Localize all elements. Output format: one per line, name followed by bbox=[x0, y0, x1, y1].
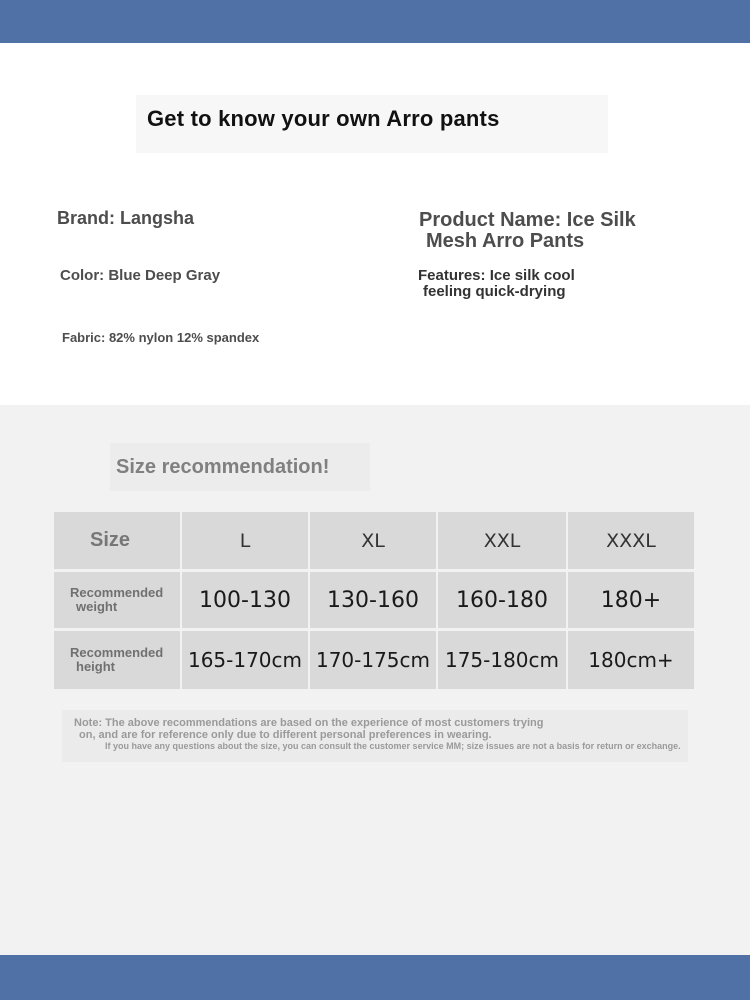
features-label bbox=[418, 268, 668, 300]
note-line-2: on, and are for reference only due to different personal preferences in wearing. bbox=[79, 729, 492, 741]
height-cell-xxl: 175-180cm bbox=[438, 631, 568, 689]
size-header-label: Size bbox=[54, 512, 182, 572]
top-banner bbox=[0, 0, 750, 43]
size-cell-xxxl: XXXL bbox=[568, 512, 694, 572]
page-title: Get to know your own Arro pants bbox=[147, 106, 500, 131]
size-table bbox=[54, 512, 694, 689]
weight-cell-l: 100-130 bbox=[182, 572, 310, 631]
note-service-text: If you have any questions about the size, you can consult the customer service MM; size issues are not a basis for return or exchange. bbox=[105, 741, 681, 751]
product-name-line-2: Mesh Arro Pants bbox=[426, 230, 585, 252]
features-line-1: Features: Ice silk cool bbox=[418, 267, 575, 284]
size-cell-xl: XL bbox=[310, 512, 438, 572]
size-section-title: Size recommendation! bbox=[116, 456, 330, 478]
product-name-label bbox=[419, 210, 709, 252]
note-text bbox=[74, 717, 634, 741]
height-cell-xl: 170-175cm bbox=[310, 631, 438, 689]
product-name-line-1: Product Name: Ice Silk bbox=[419, 209, 636, 231]
weight-cell-xxxl: 180+ bbox=[568, 572, 694, 631]
weight-row bbox=[54, 572, 694, 631]
height-cell-xxxl: 180cm+ bbox=[568, 631, 694, 689]
height-label-line-1: Recommended bbox=[70, 645, 164, 660]
height-row-label bbox=[54, 631, 182, 689]
size-cell-l: L bbox=[182, 512, 310, 572]
size-row bbox=[54, 512, 694, 572]
weight-cell-xl: 130-160 bbox=[310, 572, 438, 631]
weight-row-label bbox=[54, 572, 182, 631]
brand-label: Brand: Langsha bbox=[57, 208, 195, 228]
fabric-label: Fabric: 82% nylon 12% spandex bbox=[62, 330, 260, 345]
height-row bbox=[54, 631, 694, 689]
height-cell-l: 165-170cm bbox=[182, 631, 310, 689]
weight-cell-xxl: 160-180 bbox=[438, 572, 568, 631]
color-label: Color: Blue Deep Gray bbox=[60, 267, 221, 284]
features-line-2: feeling quick-drying bbox=[423, 283, 566, 300]
note-line-1: Note: The above recommendations are based on the experience of most customers trying bbox=[74, 717, 544, 729]
bottom-banner bbox=[0, 955, 750, 1000]
height-label-line-2: height bbox=[76, 659, 115, 674]
size-cell-xxl: XXL bbox=[438, 512, 568, 572]
weight-label-line-2: weight bbox=[76, 599, 118, 614]
weight-label-line-1: Recommended bbox=[70, 585, 164, 600]
